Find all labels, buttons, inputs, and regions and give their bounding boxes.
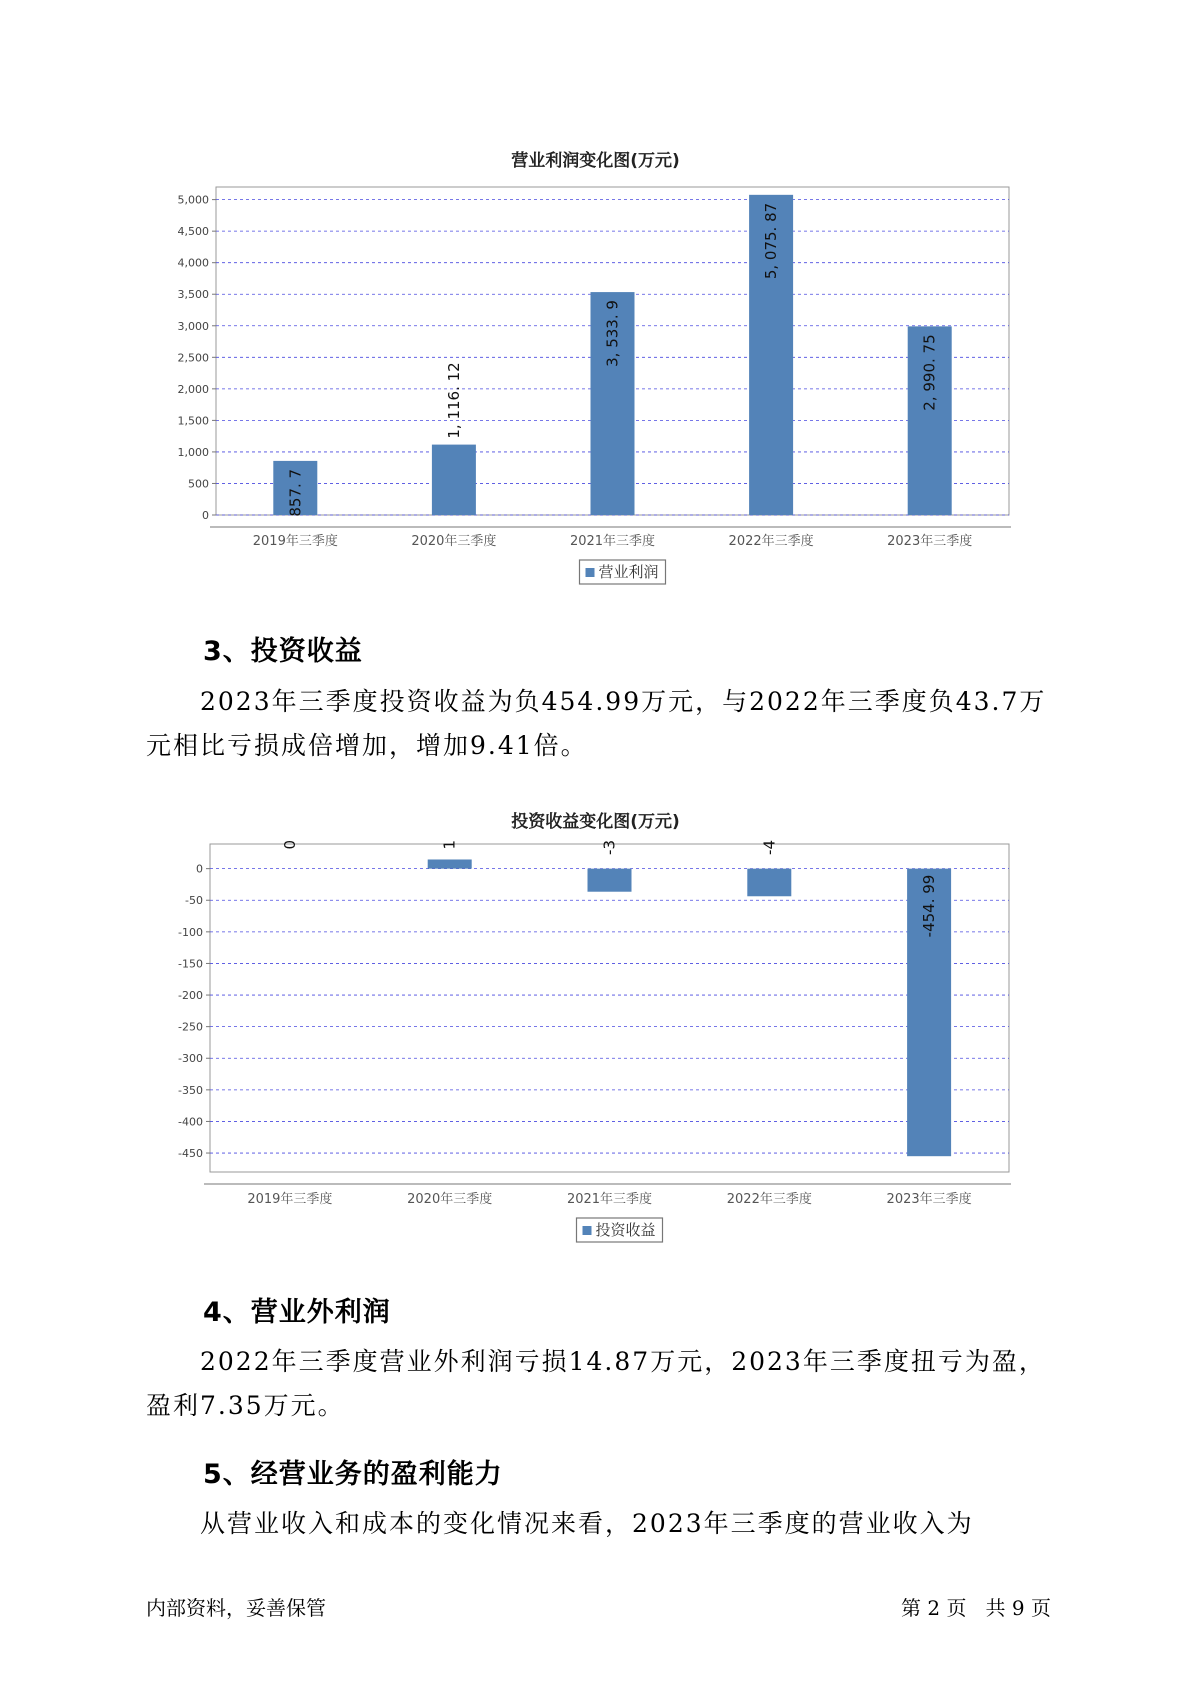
- x-tick-label: 2023年三季度: [887, 534, 973, 549]
- data-label: 0: [280, 840, 299, 850]
- x-tick-label: 2023年三季度: [886, 1192, 972, 1207]
- heading-investment-income: 3、投资收益: [203, 636, 363, 667]
- y-tick-label: 3,000: [177, 319, 209, 333]
- y-tick-label: 2,500: [177, 351, 209, 365]
- chart-title-investment-income: 投资收益变化图(万元): [511, 812, 680, 832]
- data-label: 2, 990. 75: [920, 334, 939, 411]
- y-tick-label: -250: [178, 1020, 203, 1034]
- y-tick-label: -200: [178, 989, 203, 1003]
- data-label: -3: [600, 840, 619, 855]
- plot-area: [210, 844, 1009, 1172]
- legend-label: 投资收益: [595, 1221, 656, 1239]
- x-tick-label: 2020年三季度: [411, 534, 497, 549]
- y-tick-label: -300: [178, 1052, 203, 1066]
- paragraph-investment-income: 2023年三季度投资收益为负454.99万元，与2022年三季度负43.7万元相比亏损成倍增加，增加9.41倍。: [146, 687, 1047, 760]
- y-tick-label: -150: [178, 957, 203, 971]
- footer-page-number: 第 2 页 共 9 页: [901, 1596, 1051, 1620]
- y-tick-label: 3,500: [177, 288, 209, 302]
- x-tick-label: 2020年三季度: [407, 1192, 493, 1207]
- y-tick-label: 0: [196, 862, 203, 876]
- y-tick-label: 4,500: [177, 225, 209, 239]
- heading-non-operating-profit: 4、营业外利润: [203, 1297, 391, 1328]
- legend-label: 营业利润: [598, 563, 659, 581]
- y-tick-label: 1,000: [177, 445, 209, 459]
- y-tick-label: 0: [202, 509, 209, 522]
- legend-swatch: [583, 1226, 592, 1235]
- y-tick-label: -100: [178, 925, 203, 939]
- y-tick-label: 4,000: [177, 256, 209, 270]
- x-tick-label: 2019年三季度: [252, 534, 338, 549]
- x-tick-label: 2021年三季度: [569, 534, 656, 549]
- y-tick-label: -450: [178, 1147, 203, 1161]
- y-tick-label: -400: [178, 1115, 203, 1129]
- x-tick-label: 2022年三季度: [726, 1192, 812, 1207]
- bar: [588, 869, 632, 892]
- x-tick-label: 2021年三季度: [566, 1192, 653, 1207]
- footer-confidential-note: 内部资料，妥善保管: [146, 1596, 326, 1620]
- y-tick-label: 2,000: [177, 382, 209, 396]
- bar: [428, 859, 472, 868]
- x-tick-label: 2019年三季度: [247, 1192, 333, 1207]
- heading-operating-profitability: 5、经营业务的盈利能力: [203, 1459, 503, 1490]
- y-tick-label: 500: [188, 477, 209, 491]
- y-tick-label: 1,500: [177, 414, 209, 428]
- chart-title-operating-profit: 营业利润变化图(万元): [511, 151, 680, 171]
- data-label: -454. 99: [920, 874, 939, 938]
- data-label: -4: [760, 840, 779, 855]
- paragraph-non-operating-profit: 2022年三季度营业外利润亏损14.87万元，2023年三季度扭亏为盈，盈利7.35万元。: [146, 1347, 1046, 1420]
- y-tick-label: 5,000: [177, 193, 209, 207]
- y-tick-label: -350: [178, 1083, 203, 1097]
- data-label: 5, 075. 87: [762, 202, 781, 280]
- bar: [747, 869, 791, 897]
- data-label: 857. 7: [286, 468, 305, 517]
- paragraph-operating-profitability: 从营业收入和成本的变化情况来看，2023年三季度的营业收入为: [200, 1509, 974, 1538]
- x-tick-label: 2022年三季度: [728, 534, 814, 549]
- y-tick-label: -50: [185, 894, 203, 908]
- data-label: 1, 116. 12: [444, 362, 463, 439]
- data-label: 3, 533. 9: [603, 300, 622, 367]
- data-label: 1: [440, 840, 459, 850]
